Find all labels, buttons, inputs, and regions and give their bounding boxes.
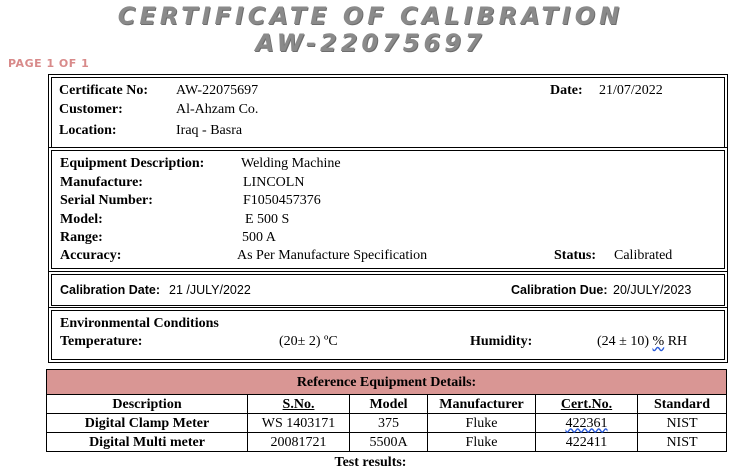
manufacture-value: LINCOLN [243, 175, 305, 190]
humidity-percent: % [652, 334, 665, 349]
certificate-id-heading: AW-22075697 [255, 29, 486, 57]
column-header: S.No. [248, 395, 350, 414]
table-cell: 422361 [536, 414, 638, 433]
test-results-heading: Test results: [334, 455, 407, 470]
humidity-range: (24 ± 10) [597, 334, 653, 349]
table-cell: 5500A [350, 433, 428, 452]
customer-label: Customer: [59, 102, 123, 117]
column-header: Description [47, 395, 248, 414]
table-row [47, 433, 727, 452]
manufacture-label: Manufacture: [60, 175, 143, 190]
table-cell: Digital Clamp Meter [47, 414, 248, 433]
calibration-due-value: 20/JULY/2023 [613, 283, 692, 297]
column-header: Standard [638, 395, 727, 414]
humidity-value [597, 333, 687, 350]
range-label: Range: [60, 230, 103, 245]
table-cell: 20081721 [248, 433, 350, 452]
humidity-label: Humidity: [470, 334, 533, 349]
humidity-unit: RH [664, 334, 688, 349]
location-value: Iraq - Basra [176, 123, 243, 138]
equipment-desc-value: Welding Machine [241, 156, 341, 171]
date-label: Date: [550, 83, 583, 98]
certificate-title: CERTIFICATE OF CALIBRATION [117, 2, 624, 30]
temperature-label: Temperature: [60, 334, 143, 349]
model-value: E 500 S [245, 212, 290, 227]
table-row [47, 414, 727, 433]
temperature-value: (20± 2) ºC [279, 334, 338, 349]
table-cell: Fluke [428, 414, 536, 433]
status-label: Status: [554, 248, 597, 263]
equipment-desc-label: Equipment Description: [60, 156, 205, 171]
serial-number-label: Serial Number: [60, 193, 153, 208]
serial-number-value: F1050457376 [243, 193, 321, 208]
table-cell: WS 1403171 [248, 414, 350, 433]
location-label: Location: [59, 123, 117, 138]
environment-heading: Environmental Conditions [60, 316, 219, 331]
column-header: Manufacturer [428, 395, 536, 414]
reference-table-title: Reference Equipment Details: [47, 370, 727, 395]
table-cell: NIST [638, 414, 727, 433]
status-value: Calibrated [614, 248, 673, 263]
accuracy-value: As Per Manufacture Specification [237, 248, 428, 263]
table-cell: Fluke [428, 433, 536, 452]
calibration-date-label: Calibration Date: [60, 283, 161, 297]
reference-equipment-table [46, 369, 727, 452]
column-header: Cert.No. [536, 395, 638, 414]
range-value: 500 A [242, 230, 276, 245]
page-indicator: PAGE 1 OF 1 [8, 57, 90, 70]
table-header-row [47, 395, 727, 414]
table-cell: 375 [350, 414, 428, 433]
model-label: Model: [60, 212, 103, 227]
cert-no-label: Certificate No: [59, 83, 149, 98]
table-cell: 422411 [536, 433, 638, 452]
table-cell: Digital Multi meter [47, 433, 248, 452]
date-value: 21/07/2022 [599, 83, 663, 98]
table-cell: NIST [638, 433, 727, 452]
cert-no-value: AW-22075697 [176, 83, 259, 98]
calibration-due-label: Calibration Due: [511, 283, 608, 297]
column-header: Model [350, 395, 428, 414]
customer-value: Al-Ahzam Co. [176, 102, 259, 117]
calibration-date-value: 21 /JULY/2022 [169, 283, 251, 297]
accuracy-label: Accuracy: [60, 248, 122, 263]
